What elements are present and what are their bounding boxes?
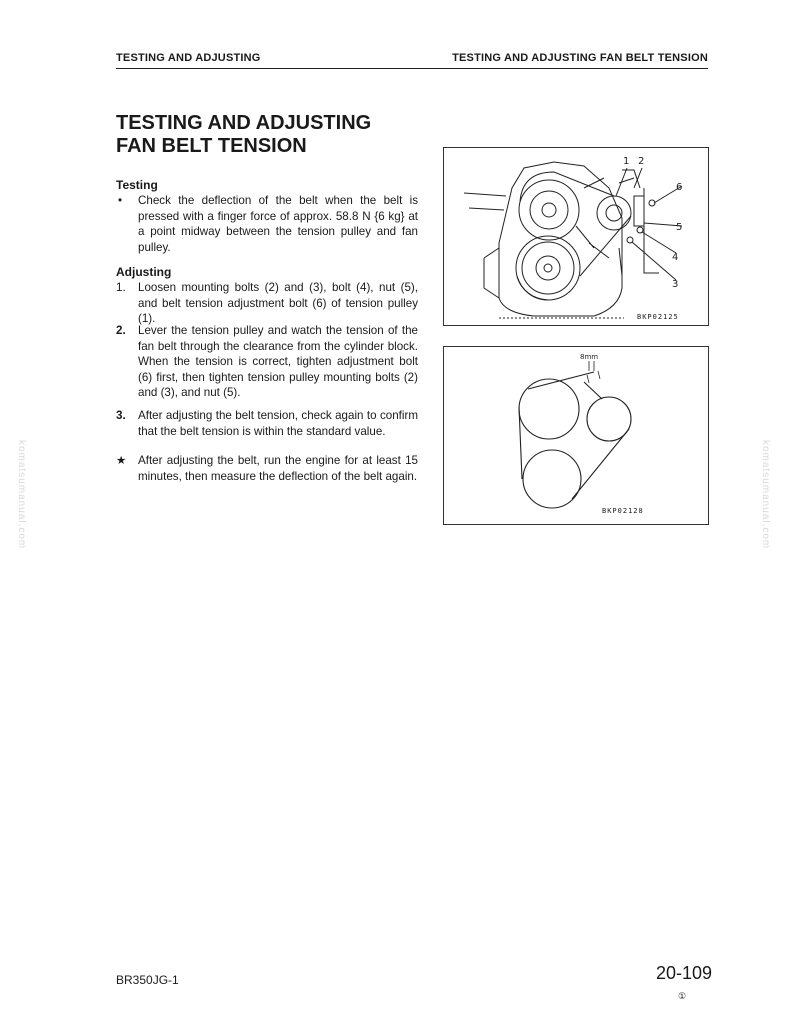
page-header <box>116 52 708 69</box>
star-marker: ★ <box>116 454 127 467</box>
testing-bullet-item <box>116 193 418 255</box>
adjusting-heading: Adjusting <box>116 265 172 279</box>
page-title <box>116 112 371 158</box>
step-text: Loosen mounting bolts (2) and (3), bolt (4), nut (5), and belt tension adjustment bolt (6) of tension pulley (1). <box>138 281 418 326</box>
belt-diagram <box>444 347 708 524</box>
adjusting-note <box>116 453 418 484</box>
watermark-right: komatsumanual.com <box>760 440 771 550</box>
testing-text: Check the deflection of the belt when the belt is pressed with a finger force of approx. 58.8 N {6 kg} at a point midway between the tension pulley and fan pulley. <box>138 194 418 254</box>
callout-3: 3 <box>672 279 679 290</box>
adjusting-step-1 <box>116 280 418 327</box>
engine-front-figure <box>443 147 709 326</box>
step-marker: 2. <box>116 324 126 337</box>
deflection-label: 8mm <box>580 353 599 361</box>
revision-mark: ① <box>677 991 687 1001</box>
testing-heading: Testing <box>116 178 158 192</box>
header-topic-title: TESTING AND ADJUSTING FAN BELT TENSION <box>452 52 708 64</box>
callout-6: 6 <box>676 182 683 193</box>
step-marker: 3. <box>116 409 126 422</box>
callout-5: 5 <box>676 222 683 233</box>
model-number: BR350JG-1 <box>116 973 179 987</box>
note-text: After adjusting the belt, run the engine for at least 15 minutes, then measure the deflection of the belt again. <box>138 454 418 483</box>
belt-deflection-figure <box>443 346 709 525</box>
callout-2: 2 <box>638 156 645 167</box>
adjusting-step-3 <box>116 408 418 439</box>
adjusting-step-2 <box>116 323 418 401</box>
bullet-marker: • <box>118 194 123 207</box>
step-text: After adjusting the belt tension, check again to confirm that the belt tension is within the standard value. <box>138 409 418 438</box>
page-title-line-1: TESTING AND ADJUSTING <box>116 112 372 134</box>
page-number: 20-109 <box>656 963 713 983</box>
page-title-line-2: FAN BELT TENSION <box>116 135 307 157</box>
step-marker: 1. <box>116 281 126 294</box>
figure-code: BKP02128 <box>602 507 644 515</box>
step-text: Lever the tension pulley and watch the tension of the fan belt through the clearance from the cylinder block. When the tension is correct, tighten adjustment bolt (6) first, then tighten tension pulley mounting bolts (2) and (3), and nut (5). <box>138 324 418 400</box>
figure-code: BKP02125 <box>637 313 679 321</box>
watermark-left: komatsumanual.com <box>16 440 27 550</box>
callout-4: 4 <box>672 252 679 263</box>
header-section-title: TESTING AND ADJUSTING <box>116 52 261 64</box>
engine-drawing <box>444 148 708 325</box>
callout-1: 1 <box>623 156 630 167</box>
